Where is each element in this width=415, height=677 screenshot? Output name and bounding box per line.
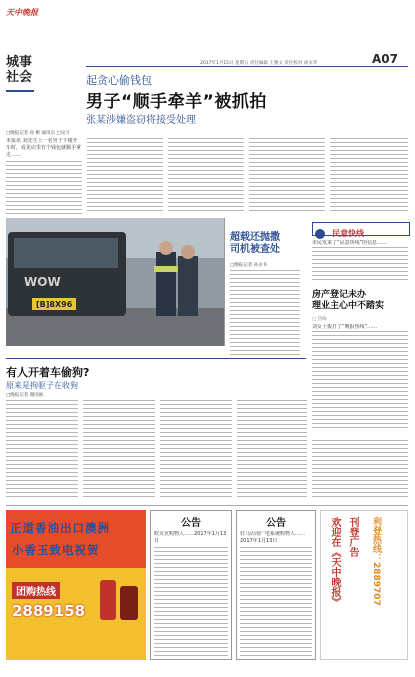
notice1-lead: 欧贝克购物人……2017年1月13日	[154, 531, 227, 544]
page-number: A07	[372, 52, 398, 66]
lead-first-line: 本报讯 刘先生上一名男子下楼开车时，看见店里有个钱包就顺手拿走……	[6, 138, 82, 158]
ad4-phone: 利登热线：2889707	[371, 517, 381, 606]
photo-divider	[224, 218, 225, 346]
second-col2	[83, 400, 155, 500]
brief-badge	[312, 222, 410, 236]
second-col1	[6, 400, 78, 500]
section-label-line2: 社会	[6, 70, 33, 85]
lead-subhead: 张某涉嫌盗窃将接受处理	[86, 115, 196, 126]
lead-body-col3	[168, 138, 244, 214]
property-filler	[312, 331, 408, 431]
lead-body-col5	[330, 138, 408, 214]
ad-house-ad	[320, 510, 408, 660]
masthead-logo	[6, 8, 40, 30]
lead-headline: 男子“顺手牵羊”被抓拍	[86, 92, 267, 112]
svg-text:WOW: WOW	[24, 275, 61, 289]
lead-kicker: 起贪心偷钱包	[86, 74, 152, 87]
photo-caption-title: 超载还抛撒 司机被查处	[230, 232, 280, 255]
section-rule	[6, 90, 34, 92]
photo-illustration	[6, 218, 224, 346]
lead-body-col2	[87, 138, 163, 214]
notice-2	[236, 510, 316, 660]
notice1-title: 公告	[181, 518, 201, 529]
header-rule	[86, 66, 408, 67]
notice1-body	[154, 547, 228, 657]
lead-byline: □晚报记者 孙 彬 通讯员 □见习	[6, 131, 70, 136]
page-meta: 2017年1月15日 星期五 责任编辑 王雅文 责任校对 胡永华	[200, 61, 318, 66]
section-label	[6, 55, 32, 85]
second-title: 有人开着车偷狗?	[6, 366, 90, 379]
ad-sesame-oil	[6, 510, 146, 660]
notice2-body	[240, 547, 312, 657]
second-byline: □晚报记者 谢国画	[6, 393, 44, 398]
ad1-hotline-label: 团购热线	[12, 582, 60, 599]
property-body	[312, 324, 408, 434]
ad1-line1: 正道香油出口澳洲	[10, 521, 110, 535]
property-title: 房产登记未办 理业主心中不踏实	[312, 290, 385, 311]
ad4-line1: 欢迎在《天中晚报》	[329, 517, 340, 607]
notice-1	[150, 510, 232, 660]
brief-title: 民意快线	[332, 229, 365, 238]
ad1-bottle-icon-2	[120, 586, 138, 620]
plate-number: [B]8X96	[36, 300, 73, 309]
brief-body	[312, 240, 408, 284]
lead-photo	[6, 218, 224, 346]
property-lead: 刘女士拨打了“晚报热线”……	[312, 324, 378, 330]
lead-body-col4	[249, 138, 325, 214]
second-col4	[237, 400, 307, 500]
lead-body-col1	[6, 138, 82, 214]
brief-icon	[315, 229, 325, 239]
photo-caption-byline: □晚报记者 孙永书	[230, 263, 268, 268]
second-col3	[160, 400, 232, 500]
notice2-title: 公告	[266, 518, 286, 529]
property-body-2	[312, 440, 408, 500]
section-label-line1: 城事	[6, 55, 33, 70]
second-rule	[6, 358, 306, 359]
property-sub: □ 热线	[312, 317, 327, 322]
ad1-line2: 小香玉致电祝贺	[12, 543, 100, 557]
photo-caption-text	[230, 270, 300, 360]
ad1-top-band	[6, 510, 146, 568]
ads-rule	[6, 505, 408, 506]
brief-filler	[312, 247, 408, 281]
lead-body-text	[6, 161, 82, 214]
second-subtitle: 原来是拘驱子在收狗	[6, 381, 78, 390]
ad1-bottle-icon	[100, 580, 116, 620]
ad1-hotline-number: 2889158	[12, 602, 86, 620]
brief-lead: 市民发来了“民意快线”的信息……	[312, 240, 388, 246]
newspaper-logo: 天中晚报	[6, 7, 38, 17]
notice2-lead: 驻马店南广电系统购物人……2017年1月13日	[240, 531, 306, 544]
ad4-line2: 刊登广告	[347, 517, 358, 557]
